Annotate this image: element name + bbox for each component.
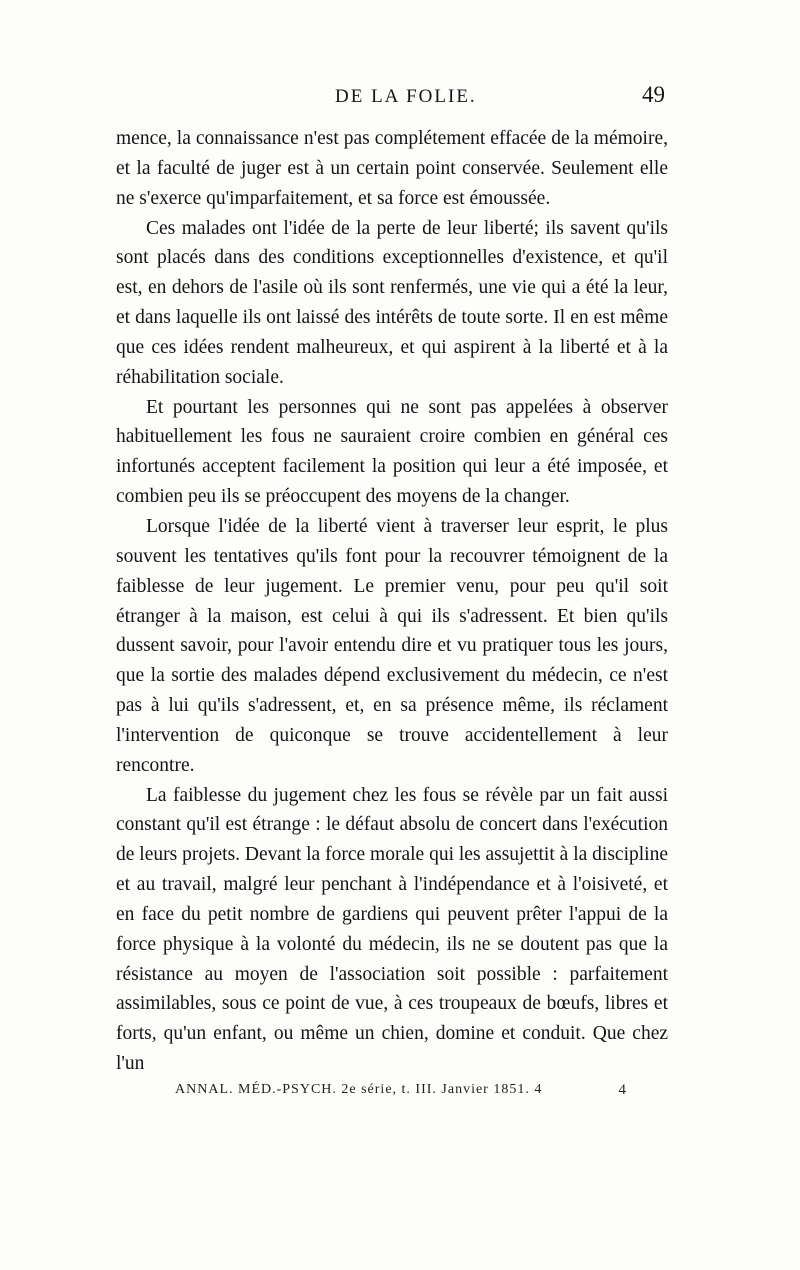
footer-signature-line <box>175 1082 635 1098</box>
body-text <box>116 124 668 1079</box>
paragraph-1: mence, la connaissance n'est pas complétement effacée de la mémoire, et la faculté de juger est à un certain point conservée. Seulement elle ne s'exerce qu'imparfaitement, et sa force est émoussée. <box>116 128 668 209</box>
paragraph-4: Lorsque l'idée de la liberté vient à traverser leur esprit, le plus souvent les tentatives qu'ils font pour la recouvrer témoignent de la faiblesse de leur jugement. Le premier venu, pour peu qu'il soit étranger à la maison, est celui à qui ils s'adressent. Et bien qu'ils dussent savoir, pour l'avoir entendu dire et vu pratiquer tous les jours, que la sortie des malades dépend exclusivement du médecin, ce n'est pas à lui qu'ils s'adressent, et, en sa présence même, ils réclament l'intervention de quiconque se trouve accidentellement à leur rencontre. <box>116 515 668 776</box>
page-number: 49 <box>642 82 665 107</box>
running-title: DE LA FOLIE. <box>335 86 477 107</box>
paragraph-5: La faiblesse du jugement chez les fous se révèle par un fait aussi constant qu'il est étrange : le défaut absolu de concert dans l'exécution de leurs projets. Devant la force morale qui les assujettit à la discipline et au travail, malgré leur penchant à l'indépendance et à l'oisiveté, et en face du petit nombre de gardiens qui peuvent prêter l'appui de la force physique à la volonté du médecin, ils ne se doutent pas que la résistance au moyen de l'association soit possible : parfaitement assimilables, sous ce point de vue, à ces troupeaux de bœufs, libres et forts, qu'un enfant, ou même un chien, domine et conduit. Que chez l'un <box>116 784 668 1075</box>
footer-signature-mark: 4 <box>618 1082 627 1098</box>
footer-journal-line: ANNAL. MÉD.-PSYCH. 2e série, t. III. Janvier 1851. 4 <box>175 1082 543 1097</box>
paragraph-3: Et pourtant les personnes qui ne sont pas appelées à observer habituellement les fous ne sauraient croire combien en général ces infortunés acceptent facilement la position qui leur a été imposée, et combien peu ils se préoccupent des moyens de la changer. <box>116 396 668 508</box>
running-head <box>115 82 675 116</box>
paragraph-2: Ces malades ont l'idée de la perte de leur liberté; ils savent qu'ils sont placés dans des conditions exceptionnelles d'existence, et qu'il est, en dehors de l'asile où ils sont renfermés, une vie qui a été la leur, et dans laquelle ils ont laissé des intérêts de toute sorte. Il en est même que ces idées rendent malheureux, et qui aspirent à la liberté et à la réhabilitation sociale. <box>116 217 668 388</box>
